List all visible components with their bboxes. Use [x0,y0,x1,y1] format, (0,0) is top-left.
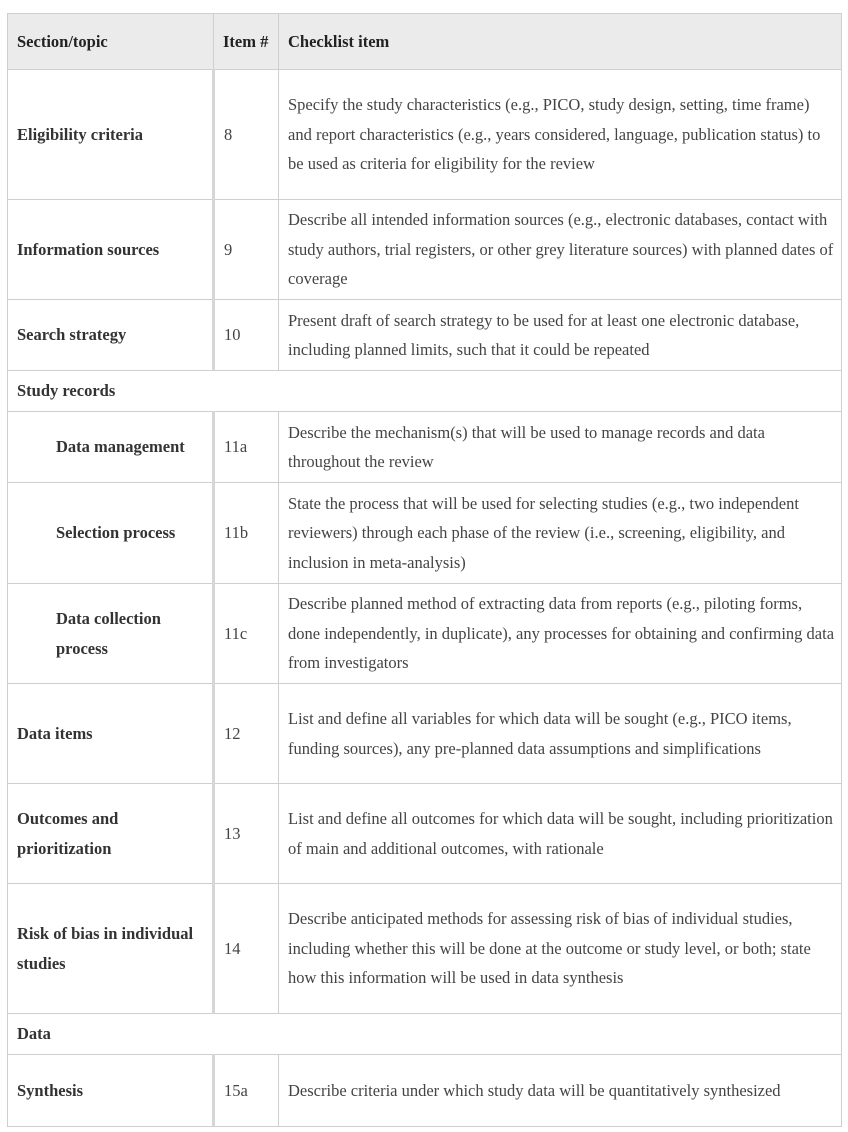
section-cell: Information sources [8,200,214,300]
checklist-text-cell: Describe the mechanism(s) that will be used to manage records and data throughout the review [279,412,842,483]
checklist-text-cell: Describe criteria under which study data will be quantitatively synthesized [279,1055,842,1127]
item-number-cell: 10 [214,300,279,371]
checklist-text-cell: Describe planned method of extracting data from reports (e.g., piloting forms, done independently, in duplicate), any processes for obtaining and confirming data from investigators [279,584,842,684]
checklist-text-cell: Describe all intended information sources (e.g., electronic databases, contact with study authors, trial registers, or other grey literature sources) with planned dates of coverage [279,200,842,300]
table-row [8,584,842,684]
section-cell: Eligibility criteria [8,70,214,200]
item-number-cell: 14 [214,884,279,1014]
section-cell: Risk of bias in individual studies [8,884,214,1014]
section-cell: Data management [8,412,214,483]
checklist-text-cell: List and define all variables for which data will be sought (e.g., PICO items, funding sources), any pre-planned data assumptions and simplifications [279,684,842,784]
prisma-p-checklist-table [7,13,842,1127]
section-cell: Selection process [8,483,214,584]
checklist-text-cell: Present draft of search strategy to be used for at least one electronic database, including planned limits, such that it could be repeated [279,300,842,371]
section-cell: Search strategy [8,300,214,371]
table-row [8,884,842,1014]
table-row [8,200,842,300]
header-row [8,14,842,70]
section-cell: Synthesis [8,1055,214,1127]
section-cell: Data collection process [8,584,214,684]
table-row [8,70,842,200]
checklist-text-cell: List and define all outcomes for which data will be sought, including prioritization of main and additional outcomes, with rationale [279,784,842,884]
item-number-cell: 11b [214,483,279,584]
table-row [8,483,842,584]
group-row [8,371,842,412]
section-cell: Outcomes and prioritization [8,784,214,884]
group-heading: Study records [8,371,842,412]
table-row [8,1055,842,1127]
group-heading: Data [8,1014,842,1055]
item-number-cell: 11c [214,584,279,684]
table-row [8,412,842,483]
header-checklist-item: Checklist item [279,14,842,70]
item-number-cell: 13 [214,784,279,884]
item-number-cell: 9 [214,200,279,300]
group-row [8,1014,842,1055]
header-item-number: Item # [214,14,279,70]
table-row [8,684,842,784]
section-cell: Data items [8,684,214,784]
item-number-cell: 12 [214,684,279,784]
header-section-topic: Section/topic [8,14,214,70]
item-number-cell: 8 [214,70,279,200]
table-row [8,784,842,884]
item-number-cell: 15a [214,1055,279,1127]
checklist-text-cell: State the process that will be used for selecting studies (e.g., two independent reviewers) through each phase of the review (i.e., screening, eligibility, and inclusion in meta-analysis) [279,483,842,584]
checklist-text-cell: Describe anticipated methods for assessing risk of bias of individual studies, including whether this will be done at the outcome or study level, or both; state how this information will be used in data synthesis [279,884,842,1014]
checklist-text-cell: Specify the study characteristics (e.g., PICO, study design, setting, time frame) and report characteristics (e.g., years considered, language, publication status) to be used as criteria for eligibility for the review [279,70,842,200]
table-row [8,300,842,371]
item-number-cell: 11a [214,412,279,483]
